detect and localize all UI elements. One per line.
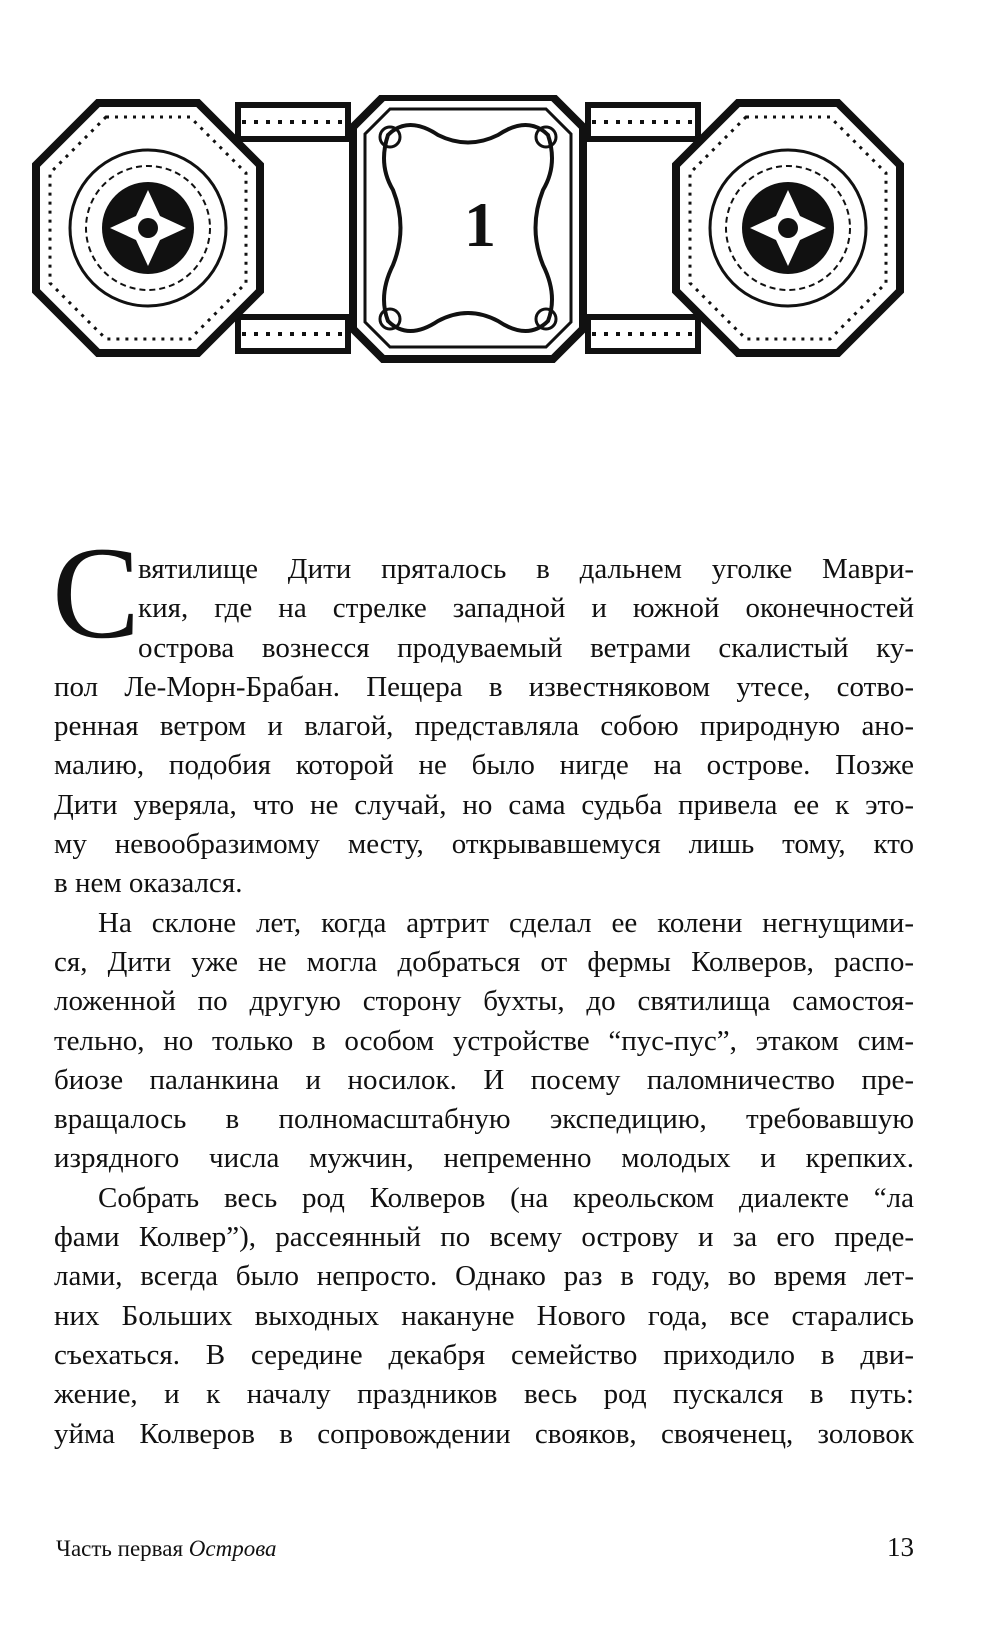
footer-part-label: Часть первая [56, 1536, 184, 1561]
body-text [54, 550, 914, 1454]
text-line: малию, подобия которой не было нигде на острове. Позже [54, 749, 914, 782]
text-line: вятилище Дити пряталось в дальнем уголке Маври- [138, 553, 914, 585]
text-line: ренная ветром и влагой, представляла собою природную ано- [54, 710, 914, 743]
text-line: Дити уверяла, что не случай, но сама судьба привела ее к это- [54, 788, 914, 821]
text-line: съехаться. В середине декабря семейство приходило в дви- [54, 1338, 914, 1371]
running-footer [56, 1536, 277, 1562]
text-line: ся, Дити уже не могла добраться от фермы Колверов, распо- [54, 945, 914, 978]
text-line: уйма Колверов в сопровождении свояков, свояченец, золовок [54, 1417, 914, 1450]
text-line: Собрать весь род Колверов (на креольском диалекте “ла [98, 1181, 914, 1214]
page-number: 13 [887, 1532, 914, 1562]
text-line: жение, и к началу праздников весь род пускался в путь: [54, 1378, 914, 1411]
text-line: кия, где на стрелке западной и южной оконечностей [138, 592, 914, 625]
text-line: в нем оказался. [54, 867, 243, 900]
text-line: вращалось в полномасштабную экспедицию, требовавшую [54, 1103, 914, 1136]
ornament-octagon-right [676, 103, 900, 353]
footer-part-title: Острова [188, 1536, 277, 1561]
text-line: острова вознесся продуваемый ветрами скалистый ку- [138, 631, 914, 664]
drop-cap: С [52, 519, 141, 666]
text-line: фами Колвер”), рассеянный по всему острову и за его преде- [54, 1221, 914, 1254]
text-line: изрядного числа мужчин, непременно молодых и крепких. [54, 1142, 914, 1175]
ornament-octagon-left [36, 103, 260, 353]
text-line: тельно, но только в особом устройстве “пус-пус”, этаком сим- [54, 1024, 914, 1057]
text-line: пол Ле-Морн-Брабан. Пещера в известняковом утесе, сотво- [54, 670, 914, 703]
text-line: них Больших выходных накануне Нового года, все старались [54, 1299, 914, 1332]
text-line: ложенной по другую сторону бухты, до святилища самостоя- [54, 985, 914, 1018]
text-line: биозе паланкина и носилок. И посему паломничество пре- [54, 1063, 914, 1096]
text-line: На склоне лет, когда артрит сделал ее колени негнущими- [98, 906, 914, 939]
chapter-number: 1 [464, 189, 496, 260]
text-line: лами, всегда было непросто. Однако раз в году, во время лет- [54, 1260, 914, 1293]
text-line: му невообразимому месту, открывавшемуся лишь тому, кто [54, 828, 914, 861]
